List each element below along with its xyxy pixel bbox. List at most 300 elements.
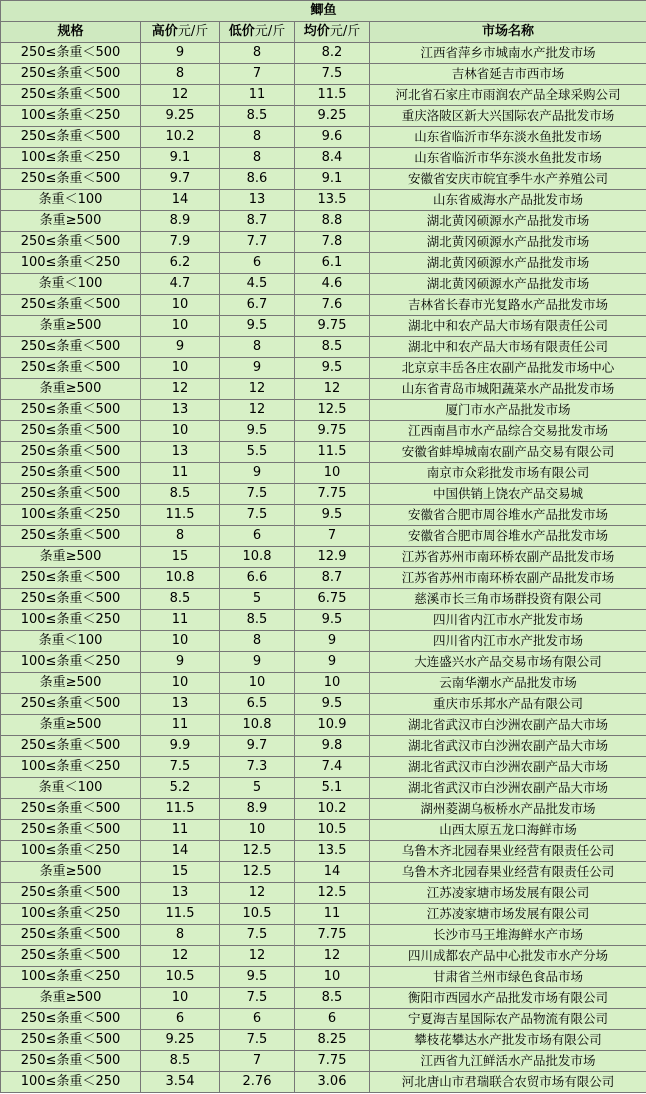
avg-price-cell: 9.6 (295, 127, 370, 148)
avg-price-cell: 9.75 (295, 316, 370, 337)
low-price-cell: 6.7 (220, 295, 295, 316)
low-price-cell: 9.5 (220, 967, 295, 988)
avg-price-cell: 11.5 (295, 442, 370, 463)
market-cell: 甘肃省兰州市绿色食品市场 (370, 967, 646, 988)
avg-price-cell: 3.06 (295, 1072, 370, 1093)
avg-price-cell: 12.5 (295, 400, 370, 421)
low-price-cell: 8 (220, 43, 295, 64)
high-price-cell: 10.2 (141, 127, 220, 148)
spec-cell: 250≤条重＜500 (1, 589, 141, 610)
spec-cell: 250≤条重＜500 (1, 232, 141, 253)
high-price-cell: 7.5 (141, 757, 220, 778)
high-price-cell: 6.2 (141, 253, 220, 274)
table-row (1, 904, 646, 925)
low-price-cell: 12 (220, 379, 295, 400)
avg-price-cell: 11.5 (295, 85, 370, 106)
spec-cell: 100≤条重＜250 (1, 757, 141, 778)
table-row (1, 85, 646, 106)
low-price-cell: 8.5 (220, 610, 295, 631)
table-row (1, 274, 646, 295)
high-price-cell: 8.5 (141, 1051, 220, 1072)
table-row (1, 841, 646, 862)
low-price-cell: 12 (220, 946, 295, 967)
avg-price-cell: 7.75 (295, 925, 370, 946)
avg-price-cell: 9.5 (295, 694, 370, 715)
table-row (1, 631, 646, 652)
table-row (1, 1051, 646, 1072)
spec-cell: 250≤条重＜500 (1, 484, 141, 505)
table-row (1, 421, 646, 442)
table-row (1, 967, 646, 988)
table-row (1, 925, 646, 946)
spec-cell: 250≤条重＜500 (1, 337, 141, 358)
spec-cell: 条重≥500 (1, 379, 141, 400)
spec-cell: 100≤条重＜250 (1, 610, 141, 631)
low-price-cell: 12.5 (220, 862, 295, 883)
low-price-cell: 9 (220, 463, 295, 484)
spec-cell: 250≤条重＜500 (1, 295, 141, 316)
low-price-cell: 12 (220, 400, 295, 421)
high-price-cell: 9.9 (141, 736, 220, 757)
market-cell: 安徽省合肥市周谷堆水产品批发市场 (370, 505, 646, 526)
avg-price-cell: 9.5 (295, 505, 370, 526)
table-row (1, 484, 646, 505)
table-row (1, 337, 646, 358)
table-row (1, 505, 646, 526)
avg-price-cell: 9.25 (295, 106, 370, 127)
high-price-cell: 8 (141, 64, 220, 85)
table-row (1, 1072, 646, 1093)
table-row (1, 1030, 646, 1051)
avg-price-cell: 8.4 (295, 148, 370, 169)
avg-price-cell: 5.1 (295, 778, 370, 799)
market-cell: 长沙市马王堆海鲜水产市场 (370, 925, 646, 946)
market-cell: 山东省威海水产品批发市场 (370, 190, 646, 211)
spec-cell: 250≤条重＜500 (1, 946, 141, 967)
low-price-cell: 6 (220, 526, 295, 547)
high-price-cell: 8.5 (141, 484, 220, 505)
market-cell: 河北省石家庄市雨润农产品全球采购公司 (370, 85, 646, 106)
market-cell: 湖北省武汉市白沙洲农副产品大市场 (370, 736, 646, 757)
market-cell: 湖北省武汉市白沙洲农副产品大市场 (370, 715, 646, 736)
table-row (1, 694, 646, 715)
market-cell: 乌鲁木齐北园春果业经营有限责任公司 (370, 862, 646, 883)
spec-cell: 250≤条重＜500 (1, 736, 141, 757)
avg-price-cell: 9.1 (295, 169, 370, 190)
market-cell: 宁夏海吉星国际农产品物流有限公司 (370, 1009, 646, 1030)
market-cell: 湖州菱湖乌板桥水产品批发市场 (370, 799, 646, 820)
spec-cell: 条重≥500 (1, 673, 141, 694)
high-price-cell: 10 (141, 421, 220, 442)
header-high (141, 22, 220, 43)
avg-price-cell: 14 (295, 862, 370, 883)
spec-cell: 条重＜100 (1, 190, 141, 211)
high-price-cell: 8.5 (141, 589, 220, 610)
table-row (1, 295, 646, 316)
high-price-cell: 11 (141, 610, 220, 631)
low-price-cell: 13 (220, 190, 295, 211)
market-cell: 衡阳市西园水产品批发市场有限公司 (370, 988, 646, 1009)
low-price-cell: 12 (220, 883, 295, 904)
spec-cell: 250≤条重＜500 (1, 64, 141, 85)
table-row (1, 883, 646, 904)
table-row (1, 253, 646, 274)
low-price-cell: 8.5 (220, 106, 295, 127)
low-price-cell: 9 (220, 652, 295, 673)
low-price-cell: 6 (220, 1009, 295, 1030)
table-row (1, 106, 646, 127)
avg-price-cell: 10 (295, 967, 370, 988)
low-price-cell: 7 (220, 64, 295, 85)
spec-cell: 100≤条重＜250 (1, 253, 141, 274)
low-price-cell: 10.5 (220, 904, 295, 925)
spec-cell: 250≤条重＜500 (1, 1051, 141, 1072)
spec-cell: 250≤条重＜500 (1, 463, 141, 484)
header-avg-label: 均价 (303, 24, 330, 39)
header-market: 市场名称 (370, 22, 646, 43)
market-cell: 山东省临沂市华东淡水鱼批发市场 (370, 127, 646, 148)
avg-price-cell: 9.5 (295, 610, 370, 631)
low-price-cell: 6.6 (220, 568, 295, 589)
high-price-cell: 9 (141, 337, 220, 358)
low-price-cell: 11 (220, 85, 295, 106)
spec-cell: 100≤条重＜250 (1, 967, 141, 988)
market-cell: 乌鲁木齐北园春果业经营有限责任公司 (370, 841, 646, 862)
avg-price-cell: 4.6 (295, 274, 370, 295)
avg-price-cell: 12 (295, 946, 370, 967)
low-price-cell: 8.7 (220, 211, 295, 232)
table-row (1, 673, 646, 694)
header-row (1, 22, 646, 43)
avg-price-cell: 9.8 (295, 736, 370, 757)
market-cell: 重庆市乐邦水产品有限公司 (370, 694, 646, 715)
avg-price-cell: 13.5 (295, 190, 370, 211)
market-cell: 中国供销上饶农产品交易城 (370, 484, 646, 505)
market-cell: 江西省萍乡市城南水产批发市场 (370, 43, 646, 64)
table-row (1, 862, 646, 883)
avg-price-cell: 9.5 (295, 358, 370, 379)
spec-cell: 250≤条重＜500 (1, 799, 141, 820)
low-price-cell: 10.8 (220, 715, 295, 736)
spec-cell: 250≤条重＜500 (1, 1030, 141, 1051)
avg-price-cell: 7.75 (295, 484, 370, 505)
low-price-cell: 8 (220, 631, 295, 652)
avg-price-cell: 13.5 (295, 841, 370, 862)
high-price-cell: 12 (141, 946, 220, 967)
avg-price-cell: 9.75 (295, 421, 370, 442)
table-row (1, 820, 646, 841)
spec-cell: 250≤条重＜500 (1, 883, 141, 904)
market-cell: 北京京丰岳各庄农副产品批发市场中心 (370, 358, 646, 379)
high-price-cell: 6 (141, 1009, 220, 1030)
market-cell: 四川成都农产品中心批发市水产分场 (370, 946, 646, 967)
table-row (1, 946, 646, 967)
avg-price-cell: 8.5 (295, 337, 370, 358)
spec-cell: 条重≥500 (1, 547, 141, 568)
high-price-cell: 5.2 (141, 778, 220, 799)
table-row (1, 169, 646, 190)
market-cell: 四川省内江市水产批发市场 (370, 631, 646, 652)
spec-cell: 250≤条重＜500 (1, 358, 141, 379)
table-row (1, 778, 646, 799)
high-price-cell: 10 (141, 988, 220, 1009)
high-price-cell: 11.5 (141, 904, 220, 925)
high-price-cell: 9.1 (141, 148, 220, 169)
low-price-cell: 5 (220, 778, 295, 799)
market-cell: 湖北黄冈硕源水产品批发市场 (370, 211, 646, 232)
table-row (1, 988, 646, 1009)
avg-price-cell: 10.2 (295, 799, 370, 820)
avg-price-cell: 8.2 (295, 43, 370, 64)
spec-cell: 250≤条重＜500 (1, 568, 141, 589)
market-cell: 大连盛兴水产品交易市场有限公司 (370, 652, 646, 673)
low-price-cell: 5 (220, 589, 295, 610)
table-row (1, 316, 646, 337)
high-price-cell: 8.9 (141, 211, 220, 232)
market-cell: 厦门市水产品批发市场 (370, 400, 646, 421)
high-price-cell: 9 (141, 652, 220, 673)
low-price-cell: 9.7 (220, 736, 295, 757)
avg-price-cell: 9 (295, 652, 370, 673)
header-low (220, 22, 295, 43)
low-price-cell: 7.5 (220, 484, 295, 505)
spec-cell: 250≤条重＜500 (1, 442, 141, 463)
avg-price-cell: 7.75 (295, 1051, 370, 1072)
table-row (1, 568, 646, 589)
high-price-cell: 12 (141, 85, 220, 106)
high-price-cell: 13 (141, 400, 220, 421)
market-cell: 山东省青岛市城阳蔬菜水产品批发市场 (370, 379, 646, 400)
spec-cell: 条重≥500 (1, 862, 141, 883)
spec-cell: 条重≥500 (1, 715, 141, 736)
high-price-cell: 8 (141, 925, 220, 946)
table-row (1, 1009, 646, 1030)
market-cell: 四川省内江市水产批发市场 (370, 610, 646, 631)
table-body (1, 43, 646, 1093)
high-price-cell: 11 (141, 820, 220, 841)
table-row (1, 190, 646, 211)
table-row (1, 589, 646, 610)
market-cell: 重庆洛陂区新大兴国际农产品批发市场 (370, 106, 646, 127)
high-price-cell: 15 (141, 547, 220, 568)
avg-price-cell: 12.9 (295, 547, 370, 568)
low-price-cell: 7 (220, 1051, 295, 1072)
market-cell: 吉林省延吉市西市场 (370, 64, 646, 85)
low-price-cell: 7.3 (220, 757, 295, 778)
avg-price-cell: 10.5 (295, 820, 370, 841)
market-cell: 吉林省长春市光复路水产品批发市场 (370, 295, 646, 316)
market-cell: 云南华潮水产品批发市场 (370, 673, 646, 694)
avg-price-cell: 6.1 (295, 253, 370, 274)
market-cell: 攀枝花攀达水产批发市场有限公司 (370, 1030, 646, 1051)
table-row (1, 379, 646, 400)
avg-price-cell: 7.5 (295, 64, 370, 85)
avg-price-cell: 6.75 (295, 589, 370, 610)
low-price-cell: 7.5 (220, 925, 295, 946)
market-cell: 慈溪市长三角市场群投资有限公司 (370, 589, 646, 610)
high-price-cell: 15 (141, 862, 220, 883)
table-row (1, 64, 646, 85)
market-cell: 河北唐山市君瑞联合农贸市场有限公司 (370, 1072, 646, 1093)
avg-price-cell: 10 (295, 463, 370, 484)
spec-cell: 250≤条重＜500 (1, 925, 141, 946)
avg-price-cell: 12 (295, 379, 370, 400)
high-price-cell: 11.5 (141, 799, 220, 820)
spec-cell: 250≤条重＜500 (1, 127, 141, 148)
table-row (1, 526, 646, 547)
high-price-cell: 11 (141, 463, 220, 484)
high-price-cell: 13 (141, 442, 220, 463)
high-price-cell: 13 (141, 883, 220, 904)
market-cell: 湖北黄冈硕源水产品批发市场 (370, 253, 646, 274)
high-price-cell: 10 (141, 631, 220, 652)
high-price-cell: 14 (141, 190, 220, 211)
avg-price-cell: 10.9 (295, 715, 370, 736)
header-high-label: 高价 (151, 24, 178, 39)
high-price-cell: 13 (141, 694, 220, 715)
high-price-cell: 10 (141, 673, 220, 694)
spec-cell: 250≤条重＜500 (1, 694, 141, 715)
market-cell: 江苏凌家塘市场发展有限公司 (370, 883, 646, 904)
spec-cell: 100≤条重＜250 (1, 652, 141, 673)
high-price-cell: 10.5 (141, 967, 220, 988)
high-price-cell: 9.25 (141, 106, 220, 127)
table-row (1, 127, 646, 148)
avg-price-cell: 6 (295, 1009, 370, 1030)
low-price-cell: 4.5 (220, 274, 295, 295)
high-price-cell: 10 (141, 358, 220, 379)
high-price-cell: 11 (141, 715, 220, 736)
high-price-cell: 7.9 (141, 232, 220, 253)
high-price-cell: 10 (141, 295, 220, 316)
high-price-cell: 4.7 (141, 274, 220, 295)
spec-cell: 条重＜100 (1, 778, 141, 799)
table-row (1, 463, 646, 484)
spec-cell: 100≤条重＜250 (1, 841, 141, 862)
spec-cell: 250≤条重＜500 (1, 421, 141, 442)
low-price-cell: 5.5 (220, 442, 295, 463)
market-cell: 江西省九江鲜活水产品批发市场 (370, 1051, 646, 1072)
table-row (1, 736, 646, 757)
market-cell: 南京市众彩批发市场有限公司 (370, 463, 646, 484)
avg-price-cell: 8.8 (295, 211, 370, 232)
header-high-unit: 元/斤 (177, 24, 209, 39)
table-row (1, 715, 646, 736)
high-price-cell: 3.54 (141, 1072, 220, 1093)
high-price-cell: 9 (141, 43, 220, 64)
market-cell: 湖北省武汉市白沙洲农副产品大市场 (370, 757, 646, 778)
table-row (1, 358, 646, 379)
high-price-cell: 9.7 (141, 169, 220, 190)
market-cell: 江西南昌市水产品综合交易批发市场 (370, 421, 646, 442)
spec-cell: 250≤条重＜500 (1, 43, 141, 64)
low-price-cell: 7.5 (220, 1030, 295, 1051)
low-price-cell: 10 (220, 673, 295, 694)
low-price-cell: 9.5 (220, 421, 295, 442)
table-row (1, 400, 646, 421)
market-cell: 湖北中和农产品大市场有限责任公司 (370, 337, 646, 358)
table-row (1, 757, 646, 778)
low-price-cell: 6 (220, 253, 295, 274)
spec-cell: 250≤条重＜500 (1, 526, 141, 547)
low-price-cell: 9.5 (220, 316, 295, 337)
low-price-cell: 12.5 (220, 841, 295, 862)
low-price-cell: 7.5 (220, 505, 295, 526)
spec-cell: 250≤条重＜500 (1, 820, 141, 841)
table-row (1, 799, 646, 820)
table-row (1, 547, 646, 568)
avg-price-cell: 8.7 (295, 568, 370, 589)
high-price-cell: 14 (141, 841, 220, 862)
low-price-cell: 10.8 (220, 547, 295, 568)
spec-cell: 250≤条重＜500 (1, 1009, 141, 1030)
header-spec: 规格 (1, 22, 141, 43)
table-row (1, 442, 646, 463)
avg-price-cell: 12.5 (295, 883, 370, 904)
spec-cell: 100≤条重＜250 (1, 904, 141, 925)
header-avg-unit: 元/斤 (329, 24, 361, 39)
spec-cell: 条重≥500 (1, 211, 141, 232)
high-price-cell: 11.5 (141, 505, 220, 526)
low-price-cell: 6.5 (220, 694, 295, 715)
low-price-cell: 8.9 (220, 799, 295, 820)
market-cell: 湖北黄冈硕源水产品批发市场 (370, 274, 646, 295)
market-cell: 山东省临沂市华东淡水鱼批发市场 (370, 148, 646, 169)
market-cell: 江苏省苏州市南环桥农副产品批发市场 (370, 547, 646, 568)
spec-cell: 条重≥500 (1, 316, 141, 337)
table-row (1, 211, 646, 232)
avg-price-cell: 8.5 (295, 988, 370, 1009)
avg-price-cell: 9 (295, 631, 370, 652)
avg-price-cell: 7.6 (295, 295, 370, 316)
spec-cell: 250≤条重＜500 (1, 400, 141, 421)
avg-price-cell: 7.8 (295, 232, 370, 253)
spec-cell: 100≤条重＜250 (1, 106, 141, 127)
table-row (1, 148, 646, 169)
market-cell: 山西太原五龙口海鲜市场 (370, 820, 646, 841)
header-low-unit: 元/斤 (254, 24, 286, 39)
high-price-cell: 9.25 (141, 1030, 220, 1051)
market-cell: 湖北中和农产品大市场有限责任公司 (370, 316, 646, 337)
low-price-cell: 8 (220, 148, 295, 169)
avg-price-cell: 7 (295, 526, 370, 547)
header-low-label: 低价 (228, 24, 255, 39)
market-cell: 安徽省安庆市皖宜季牛水产养殖公司 (370, 169, 646, 190)
table-title: 鲫鱼 (1, 1, 646, 22)
market-cell: 湖北黄冈硕源水产品批发市场 (370, 232, 646, 253)
low-price-cell: 10 (220, 820, 295, 841)
table-row (1, 232, 646, 253)
low-price-cell: 2.76 (220, 1072, 295, 1093)
avg-price-cell: 7.4 (295, 757, 370, 778)
low-price-cell: 7.7 (220, 232, 295, 253)
low-price-cell: 7.5 (220, 988, 295, 1009)
market-cell: 安徽省蚌埠城南农副产品交易有限公司 (370, 442, 646, 463)
low-price-cell: 9 (220, 358, 295, 379)
header-avg (295, 22, 370, 43)
title-row (1, 1, 646, 22)
low-price-cell: 8.6 (220, 169, 295, 190)
market-cell: 安徽省合肥市周谷堆水产品批发市场 (370, 526, 646, 547)
spec-cell: 条重≥500 (1, 988, 141, 1009)
high-price-cell: 10.8 (141, 568, 220, 589)
low-price-cell: 8 (220, 127, 295, 148)
spec-cell: 100≤条重＜250 (1, 148, 141, 169)
high-price-cell: 10 (141, 316, 220, 337)
spec-cell: 250≤条重＜500 (1, 85, 141, 106)
high-price-cell: 8 (141, 526, 220, 547)
spec-cell: 条重＜100 (1, 274, 141, 295)
